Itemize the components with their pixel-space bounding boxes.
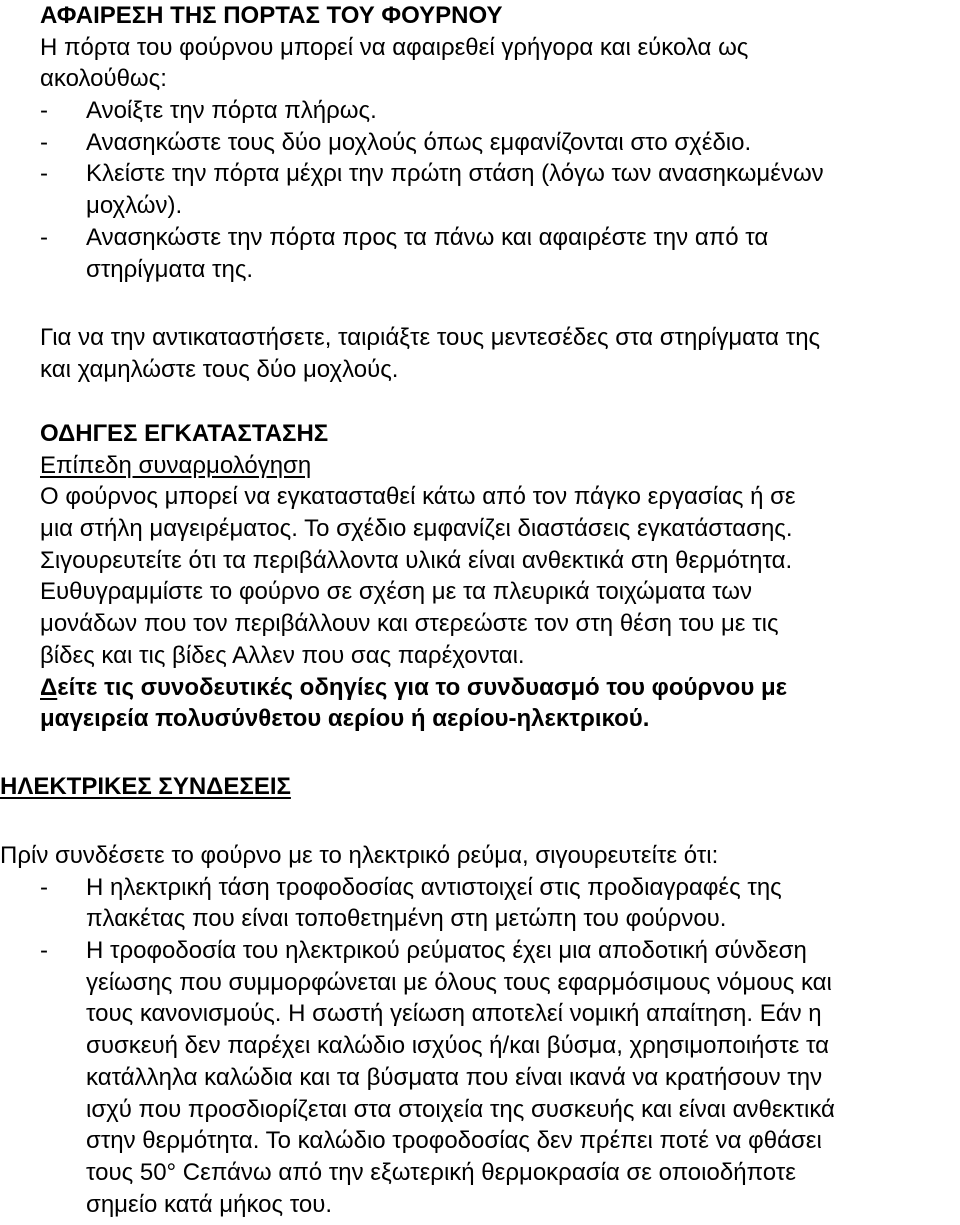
- installation-note-text: είτε τις συνοδευτικές οδηγίες για το συνδυασμό του φούρνου με: [57, 673, 788, 701]
- installation-line: μια στήλη μαγειρέματος. Το σχέδιο εμφανίζει διαστάσεις εγκατάστασης.: [40, 515, 793, 543]
- list-dash: -: [40, 128, 48, 156]
- installation-subheading: Επίπεδη συναρμολόγηση: [40, 451, 312, 479]
- door-step-line: Κλείστε την πόρτα μέχρι την πρώτη στάση (λόγω των ανασηκωμένων: [86, 160, 824, 188]
- list-dash: -: [40, 97, 48, 125]
- door-step-line: Ανασηκώστε την πόρτα προς τα πάνω και αφαιρέστε την από τα: [86, 223, 769, 251]
- door-removal-intro-line: ακολούθως:: [40, 65, 167, 93]
- electrical-item-line: γείωσης που συμμορφώνεται με όλους τους εφαρμόσιμους νόμους και: [86, 968, 832, 996]
- electrical-item: [40, 935, 835, 1220]
- electrical-item-line: κατάλληλα καλώδια και τα βύσματα που είναι ικανά να κρατήσουν την: [86, 1063, 823, 1091]
- door-removal-heading: ΑΦΑΙΡΕΣΗ ΤΗΣ ΠΟΡΤΑΣ ΤΟΥ ΦΟΥΡΝΟΥ: [40, 2, 503, 29]
- list-dash: -: [40, 223, 48, 251]
- installation-line: βίδες και τις βίδες Αλλεν που σας παρέχονται.: [40, 641, 525, 669]
- electrical-item-line: συσκευή δεν παρέχει καλώδιο ισχύος ή/και βύσμα, χρησιμοποιήστε τα: [86, 1032, 830, 1060]
- door-replace-line: και χαμηλώστε τους δύο μοχλούς.: [40, 355, 399, 383]
- installation-section: [40, 418, 796, 735]
- door-step-line: μοχλών).: [86, 192, 183, 220]
- installation-line: Ο φούρνος μπορεί να εγκατασταθεί κάτω από τον πάγκο εργασίας ή σε: [40, 483, 796, 511]
- installation-heading: ΟΔΗΓΕΣ ΕΓΚΑΤΑΣΤΑΣΗΣ: [40, 420, 329, 447]
- electrical-item-line: Η τροφοδοσία του ηλεκτρικού ρεύματος έχει μια αποδοτική σύνδεση: [86, 937, 807, 965]
- electrical-item-line: στην θερμότητα. Το καλώδιο τροφοδοσίας δεν πρέπει ποτέ να φθάσει: [86, 1127, 822, 1155]
- installation-note-initial: Δ: [40, 673, 58, 701]
- list-dash: -: [40, 937, 48, 965]
- electrical-item-line: τους 50° Cεπάνω από την εξωτερική θερμοκρασία σε οποιοδήποτε: [86, 1158, 796, 1186]
- door-step-item: [40, 127, 824, 159]
- list-dash: -: [40, 160, 48, 188]
- electrical-item: [40, 872, 835, 935]
- electrical-section: [0, 840, 835, 1220]
- door-replace-paragraph: [40, 322, 820, 385]
- electrical-item-line: σημείο κατά μήκος του.: [86, 1190, 333, 1218]
- electrical-heading-wrap: [0, 771, 291, 803]
- door-removal-intro-line: Η πόρτα του φούρνου μπορεί να αφαιρεθεί γρήγορα και εύκολα ως: [40, 33, 749, 61]
- electrical-item-line: πλακέτας που είναι τοποθετημένη στη μετώπη του φούρνου.: [86, 905, 727, 933]
- installation-note-line: [40, 672, 796, 704]
- door-step-item: [40, 95, 824, 127]
- door-replace-line: Για να την αντικαταστήσετε, ταιριάξτε τους μεντεσέδες στα στηρίγματα της: [40, 324, 821, 351]
- door-step-item: [40, 158, 824, 221]
- door-step-line: Ανοίξτε την πόρτα πλήρως.: [86, 97, 377, 125]
- electrical-item-line: τους κανονισμούς. Η σωστή γείωση αποτελεί νομική απαίτηση. Εάν η: [86, 1000, 822, 1028]
- door-removal-section: [40, 0, 824, 285]
- electrical-item-line: ισχύ που προσδιορίζεται στα στοιχεία της συσκευής και είναι ανθεκτικά: [86, 1095, 835, 1123]
- door-step-item: [40, 222, 824, 285]
- installation-line: Σιγουρευτείτε ότι τα περιβάλλοντα υλικά είναι ανθεκτικά στη θερμότητα.: [40, 546, 793, 574]
- door-step-line: στηρίγματα της.: [86, 255, 254, 283]
- installation-note-line: μαγειρεία πολυσύνθετου αερίου ή αερίου-ηλεκτρικού.: [40, 705, 650, 733]
- list-dash: -: [40, 873, 48, 901]
- installation-line: μονάδων που τον περιβάλλουν και στερεώστε τον στη θέση του με τις: [40, 610, 779, 638]
- electrical-item-line: Η ηλεκτρική τάση τροφοδοσίας αντιστοιχεί στις προδιαγραφές της: [86, 873, 782, 901]
- electrical-intro: Πρίν συνδέσετε το φούρνο με το ηλεκτρικό ρεύμα, σιγουρευτείτε ότι:: [0, 842, 719, 869]
- installation-line: Ευθυγραμμίστε το φούρνο σε σχέση με τα πλευρικά τοιχώματα των: [40, 578, 753, 606]
- door-step-line: Ανασηκώστε τους δύο μοχλούς όπως εμφανίζονται στο σχέδιο.: [86, 128, 752, 156]
- electrical-heading: ΗΛΕΚΤΡΙΚΕΣ ΣΥΝΔΕΣΕΙΣ: [0, 773, 291, 800]
